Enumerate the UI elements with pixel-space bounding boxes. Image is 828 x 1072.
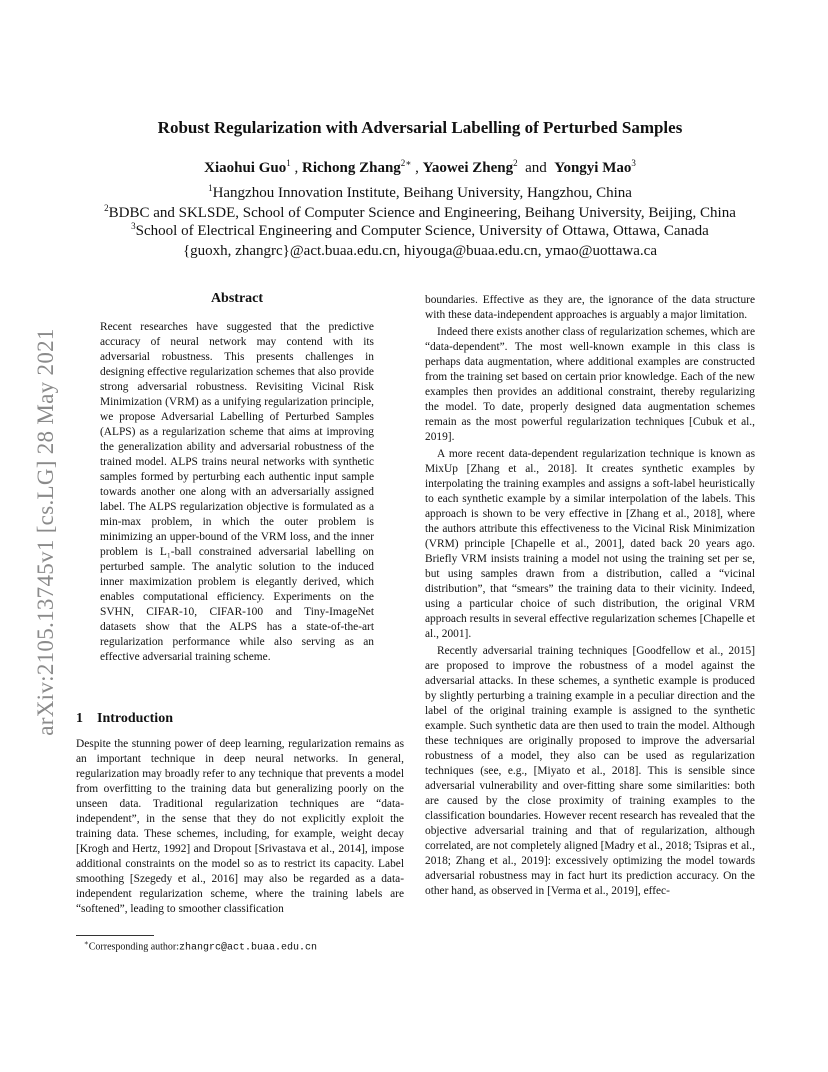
abstract-heading: Abstract xyxy=(210,291,264,306)
author-name: Yaowei Zheng xyxy=(422,160,514,176)
section-title: Introduction xyxy=(97,711,173,726)
section-number: 1 xyxy=(76,711,83,726)
and-word: and xyxy=(525,160,547,176)
author-emails: {guoxh, zhangrc}@act.buaa.edu.cn, hiyouga@buaa.edu.cn, ymao@uottawa.ca xyxy=(182,243,657,259)
paragraph: Despite the stunning power of deep learning, regularization remains as an important technique in deep neural networks. In general, regularization may broadly refer to any technique that prevents a model from overfitting to the training data but generalizing poorly on the unseen data. Traditional regularization techniques are “data-independent”, in the sense that they do not explicitly exploit the training data. These schemes, including, for example, weight decay [Krogh and Hertz, 1992] and Dropout [Srivastava et al., 2014], impose additional constraints on the model so as to restrict its capacity. Label smoothing [Szegedy et al., 2016] may also be regarded as a data-independent regularization scheme, where the training labels are “softened”, leading to smoother classification xyxy=(76,738,404,915)
right-column xyxy=(425,293,755,901)
author-name: Richong Zhang xyxy=(302,160,401,176)
author-affil-mark: 3 xyxy=(631,158,636,168)
author-affil-mark: 1 xyxy=(286,158,291,168)
affiliation-text: Hangzhou Innovation Institute, Beihang University, Hangzhou, China xyxy=(212,185,632,201)
affiliation-text: BDBC and SKLSDE, School of Computer Science and Engineering, Beihang University, Beijing, China xyxy=(108,205,736,221)
author-affil-mark: 2∗ xyxy=(400,158,412,168)
author-list: Xiaohui Guo$^1$ , Richong Zhang$^{2∗}$ , Yaowei Zheng$^2$ and Yongyi Mao$^3$ xyxy=(204,158,636,176)
footnote-mark: ∗ xyxy=(84,939,89,947)
footnote-rule xyxy=(76,935,154,936)
author-affil-mark: 2 xyxy=(513,158,518,168)
section-heading xyxy=(76,711,173,727)
footnote xyxy=(84,939,317,953)
abstract-body xyxy=(100,320,374,667)
arxiv-sidebar xyxy=(26,282,66,782)
paragraph: Indeed there exists another class of regularization schemes, which are “data-dependent”. The most well-known example in this class is perhaps data augmentation, where additional examples are constructed from the training set based on certain prior knowledge. Each of the new examples then provides an additional constraint, thereby regularizing the model. To date, properly designed data augmentation schemes remain as the most powerful regularization techniques [Cubuk et al., 2019]. xyxy=(425,326,755,443)
affiliation-mark: 1 xyxy=(208,183,213,193)
arxiv-identifier: arXiv:2105.13745v1 [cs.LG] 28 May 2021 xyxy=(33,328,58,736)
paragraph: A more recent data-dependent regularization technique is known as MixUp [Zhang et al., 2018]. It creates synthetic examples by interpolating the training examples and assigns a soft-label heuristically to each synthetic example by a similar interpolation of the labels. This approach is shown to be very effective in [Zhang et al., 2018], where the authors attribute this effectiveness to the Vicinal Risk Minimization (VRM) principle [Chapelle et al., 2001], dated back 20 years ago. Briefly VRM insists training a model not using the training set per se, but using samples drawn from a distribution, called a “vicinal distribution”, that “smears” the training data to their vicinity. Indeed, using a particular choice of such distribution, the original VRM approach results in several effective regularization schemes [Chapelle et al., 2001]. xyxy=(425,448,755,640)
paper-title: Robust Regularization with Adversarial Labelling of Perturbed Samples xyxy=(157,118,683,137)
intro-body xyxy=(76,737,404,919)
paragraph: Recently adversarial training techniques [Goodfellow et al., 2015] are proposed to improve the robustness of a model against the adversarial attacks. In these schemes, a synthetic example is produced by slightly perturbing a training example in a peculiar direction and the label of the original training example is assigned to the synthetic example. Such synthetic data are then used to train the model. Although these techniques are originally proposed to improve the adversarial robustness of a model, they also can be used as regularization techniques (see, e.g., [Miyato et al., 2018]. This is sensible since adversarial vulnerability and over-fitting share some similarities: both are caused by the close proximity of training examples to the classification boundaries. However recent research has revealed that the objective adversarial training and that of regularization, although correlated, are not completely aligned [Madry et al., 2018; Tsipras et al., 2018; Zhang et al., 2019]: excessively optimizing the model towards adversarial robustness may in fact hurt its prediction accuracy. On the other hand, as observed in [Verma et al., 2019], effec- xyxy=(425,645,755,897)
affiliation-mark: 3 xyxy=(131,221,136,231)
affiliation xyxy=(50,203,790,222)
abstract-text: Recent researches have suggested that the predictive accuracy of neural network may contend with its adversarial robustness. This presents challenges in designing effective regularization schemes that also provide strong adversarial robustness. Revisiting Vicinal Risk Minimization (VRM) as a unifying regularization principle, we propose Adversarial Labelling of Perturbed Samples (ALPS) as a regularization scheme that aims at improving the generalization ability and adversarial robustness of the trained model. ALPS trains neural networks with synthetic samples formed by perturbing each authentic input sample towards another one along with an adversarially assigned label. The ALPS regularization objective is formulated as a min-max problem, in which the outer problem is minimizing an upper-bound of the VRM loss, and the inner problem is L₁-ball constrained adversarial labelling on perturbed sample. The analytic solution to the induced inner maximization problem is elegantly derived, which enables computational efficiency. Experiments on the SVHN, CIFAR-10, CIFAR-100 and Tiny-ImageNet datasets show that the ALPS has a state-of-the-art regularization performance while also serving as an effective adversarial training scheme. xyxy=(100,321,374,663)
affiliation xyxy=(50,183,790,202)
affiliation xyxy=(50,221,790,240)
paragraph: boundaries. Effective as they are, the ignorance of the data structure with these data-independent approaches is arguably a major limitation. xyxy=(425,294,755,321)
affiliation-text: School of Electrical Engineering and Computer Science, University of Ottawa, Ottawa, Canada xyxy=(135,223,709,239)
affiliation-mark: 2 xyxy=(104,203,109,213)
footnote-label: Corresponding author: xyxy=(88,941,180,953)
author-name: Xiaohui Guo xyxy=(204,160,287,176)
footnote-email: zhangrc@act.buaa.edu.cn xyxy=(179,942,318,954)
author-name: Yongyi Mao xyxy=(554,160,632,176)
